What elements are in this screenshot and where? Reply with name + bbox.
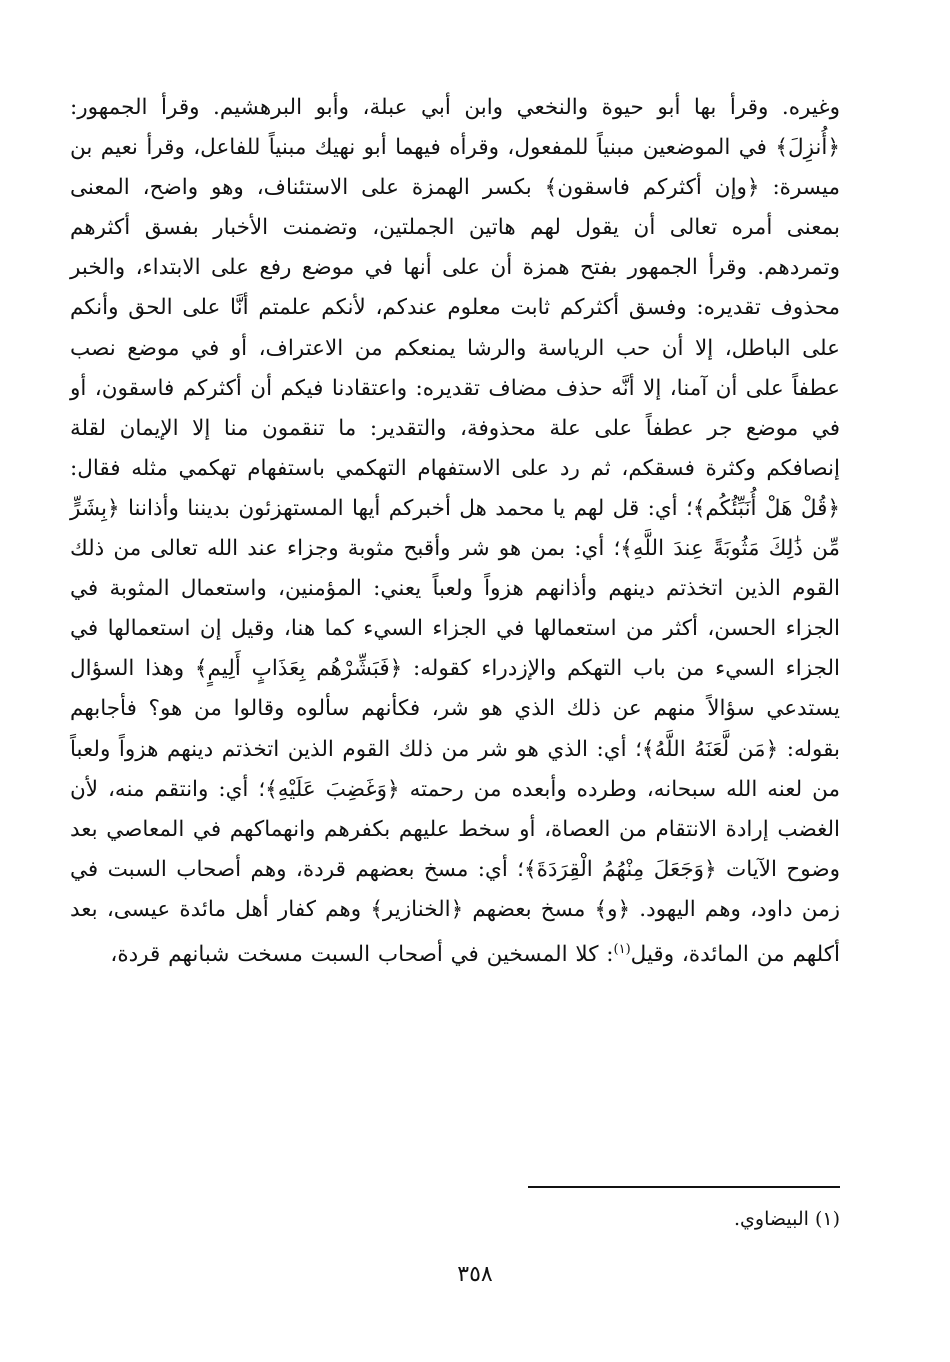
page-body (70, 88, 840, 975)
page-number: ٣٥٨ (457, 1262, 493, 1287)
body-paragraph (70, 88, 840, 975)
footnote-text: البيضاوي. (734, 1208, 809, 1230)
footnote (240, 1204, 840, 1234)
paragraph-text-end: : كلا المسخين في أصحاب السبت مسخت شبانهم قردة، (110, 942, 614, 968)
footnote-reference: (١) (613, 941, 631, 957)
paragraph-text: وغيره. وقرأ بها أبو حيوة والنخعي وابن أبي عبلة، وأبو البرهشيم. وقرأ الجمهور: ﴿أُنزِلَ﴾ في الموضعين مبنياً للمفعول، وقرأه فيهما أبو نهيك مبنياً للفاعل، وقرأ نعيم بن ميسرة: ﴿وإن أكثركم فاسقون﴾ بكسر الهمزة على الاستئناف، وهو واضح، المعنى بمعنى أمره تعالى أن يقول لهم هاتين الجملتين، وتضمنت الأخبار بفسق أكثرهم وتمردهم. وقرأ الجمهور بفتح همزة أن على أنها في موضع رفع على الابتداء، والخبر محذوف تقديره: وفسق أكثركم ثابت معلوم عندكم، لأنكم علمتم أنَّا على الحق وأنكم على الباطل، إلا أن حب الرياسة والرشا يمنعكم من الاعتراف، أو في موضع نصب عطفاً على أن آمنا، إلا أنَّه حذف مضاف تقديره: واعتقادنا فيكم أن أكثركم فاسقون، أو في موضع جر عطفاً على علة محذوفة، والتقدير: ما تنقمون منا إلا الإيمان لقلة إنصافكم وكثرة فسقكم، ثم رد على الاستفهام التهكمي باستفهام تهكمي مثله فقال: ﴿قُلْ هَلْ أُنَبِّئُكُم﴾؛ أي: قل لهم يا محمد هل أخبركم أيها المستهزئون بديننا وأذاننا ﴿بِشَرٍّ مِّن ذَٰلِكَ مَثُوبَةً عِندَ اللَّهِ﴾؛ أي: بمن هو شر وأقبح مثوبة وجزاء عند الله تعالى من ذلك القوم الذين اتخذتم دينهم وأذانهم هزواً ولعباً يعني: المؤمنين، واستعمال المثوبة في الجزاء الحسن، أكثر من استعمالها في الجزاء السيء كما هنا، وقيل إن استعمالها في الجزاء السيء من باب التهكم والإزدراء كقوله: ﴿فَبَشِّرْهُم بِعَذَابٍ أَلِيمٍ﴾ وهذا السؤال يستدعي سؤالاً منهم عن ذلك الذي هو شر، فكأنهم سألوه وقالوا من هو؟ فأجابهم بقوله: ﴿مَن لَّعَنَهُ اللَّهُ﴾؛ أي: الذي هو شر من ذلك القوم الذين اتخذتم دينهم هزواً ولعباً من لعنه الله سبحانه، وطرده وأبعده من رحمته ﴿وَغَضِبَ عَلَيْهِ﴾؛ أي: وانتقم منه، لأن الغضب إرادة الانتقام من العصاة، أو سخط عليهم بكفرهم وانهماكهم في المعاصي بعد وضوح الآيات ﴿وَجَعَلَ مِنْهُمُ الْقِرَدَةَ﴾؛ أي: مسخ بعضهم قردة، وهم أصحاب السبت في زمن داود، وهم اليهود. ﴿و﴾ مسخ بعضهم ﴿الخنازير﴾ وهم كفار أهل مائدة عيسى، بعد أكلهم من المائدة، وقيل (70, 95, 840, 968)
footnote-divider (528, 1186, 840, 1188)
footnote-marker: (١) (814, 1208, 840, 1230)
